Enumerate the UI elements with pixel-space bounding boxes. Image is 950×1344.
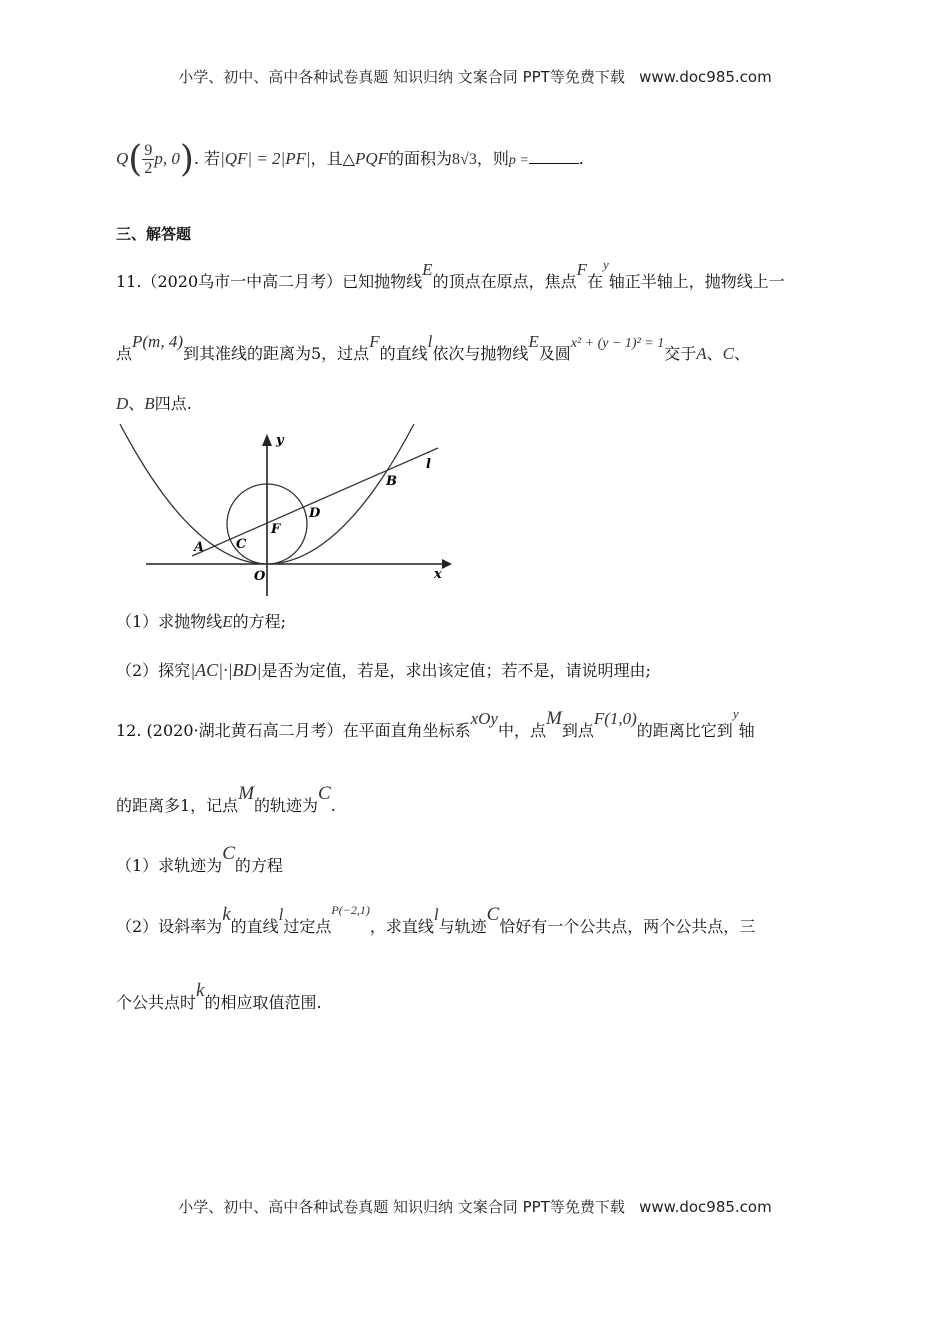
point-q: Q xyxy=(116,149,129,169)
header-text: 小学、初中、高中各种试卷真题 知识归纳 文案合同 PPT等免费下载 xyxy=(178,68,625,86)
page-header xyxy=(0,66,950,87)
footer-site: www.doc985.com xyxy=(639,1198,772,1216)
footer-text: 小学、初中、高中各种试卷真题 知识归纳 文案合同 PPT等免费下载 xyxy=(178,1198,625,1216)
label-b: B xyxy=(386,474,397,489)
prev-question-line: Q( $\frac{9}{2}$ p, 0). 若|QF| = 2|PF|，且△PQF的面积为8√3，则p = . xyxy=(116,139,584,180)
label-y: y xyxy=(276,433,284,448)
label-x: x xyxy=(434,567,442,582)
section-title: 三、解答题 xyxy=(116,225,192,243)
q12-line-1: 12. (2020·湖北黄石高二月考）在平面直角坐标系xOy中，点M到点F(1,0)的距离比它到$^y$轴 xyxy=(116,706,755,740)
q11-line-3: D、B四点. xyxy=(116,394,192,413)
q11-line-2: 点P(m, 4)到其准线的距离为5，过点F的直线l依次与抛物线E及圆x² + (y − 1)² = 1交于A、C、 xyxy=(116,332,751,363)
y-axis-arrow xyxy=(262,434,272,446)
q12-line-2: 的距离多1，记点M的轨迹为C. xyxy=(116,783,336,815)
answer-blank[interactable] xyxy=(529,149,579,164)
parabola-figure xyxy=(116,420,456,600)
point-p-coord: P(−2,1) xyxy=(331,903,370,917)
line-l xyxy=(192,448,438,556)
x-axis-arrow xyxy=(442,559,452,569)
label-c: C xyxy=(236,537,247,552)
q12-part-2: （2）设斜率为k的直线l过定点$^{P(-2,1)}$，求直线l与轨迹C恰好有一个公共点，两个公共点，三 xyxy=(116,903,756,936)
q-coord-rest: p, 0 xyxy=(154,149,180,169)
q11-part-1: （1）求抛物线E的方程; xyxy=(116,612,286,631)
area-value: 8√3 xyxy=(452,151,477,169)
condition-expr: |QF| = 2|PF| xyxy=(220,149,311,169)
label-l: l xyxy=(426,457,431,472)
label-a: A xyxy=(194,540,205,555)
circle-equation: x² + (y − 1)² = 1 xyxy=(570,336,665,351)
label-f: F xyxy=(271,522,281,537)
q12-line-3: 个公共点时k的相应取值范围. xyxy=(116,980,322,1012)
header-site: www.doc985.com xyxy=(639,68,772,86)
label-o: O xyxy=(254,569,266,584)
q11-part-2: （2）探究|AC|·|BD|是否为定值，若是，求出该定值；若不是，请说明理由; xyxy=(116,660,651,680)
q11-line-1: 11.（2020乌市一中高二月考）已知抛物线E的顶点在原点，焦点F在$^y$轴正半轴上，抛物线上一 xyxy=(116,257,785,291)
label-d: D xyxy=(309,506,321,521)
fraction-nine-halves: $\frac{9}{2}$ xyxy=(144,141,153,178)
ac-bd-expr: |AC|·|BD| xyxy=(190,660,262,680)
page-footer xyxy=(0,1196,950,1217)
q12-part-1: （1）求轨迹为C的方程 xyxy=(116,843,283,875)
